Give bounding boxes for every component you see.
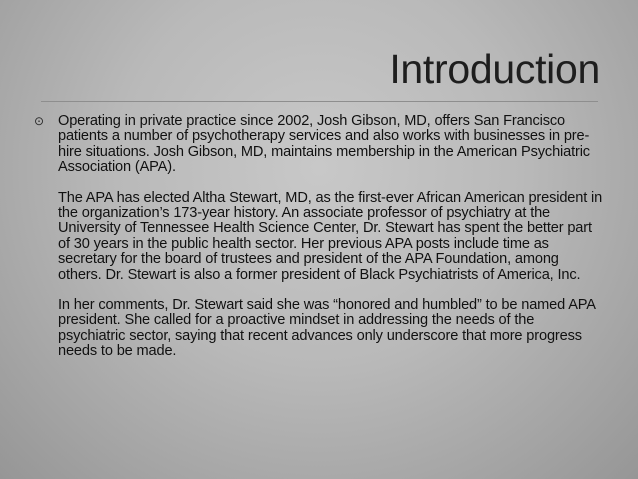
bullet-icon: ⊙ — [34, 114, 45, 128]
paragraph-apa-election: The APA has elected Altha Stewart, MD, as the first-ever African American president in the organization’s 173-year history. An associate professor of psychiatry at the University of Tennessee Health Science Center, Dr. Stewart has spent the better part of 30 years in the public health sector. Her previous APA posts include time as secretary for the board of trustees and president of the APA Foundation, among others. Dr. Stewart is also a former president of Black Psychiatrists of America, Inc. — [58, 189, 603, 283]
bullet-item — [34, 114, 604, 375]
paragraph-comments: In her comments, Dr. Stewart said she was “honored and humbled” to be named APA president. She called for a proactive mindset in addressing the needs of the psychiatric sector, saying that recent advances only underscore that more progress needs to be made. — [58, 297, 596, 360]
title-divider — [41, 101, 598, 102]
slide-content — [34, 114, 604, 375]
bullet-body — [58, 114, 604, 375]
slide-title: Introduction — [389, 46, 600, 92]
paragraph-practice: Operating in private practice since 2002, Josh Gibson, MD, offers San Francisco patients a number of psychotherapy services and also works with businesses in pre-hire situations. Josh Gibson, MD, maintains membership in the American Psychiatric Association (APA). — [58, 113, 590, 176]
